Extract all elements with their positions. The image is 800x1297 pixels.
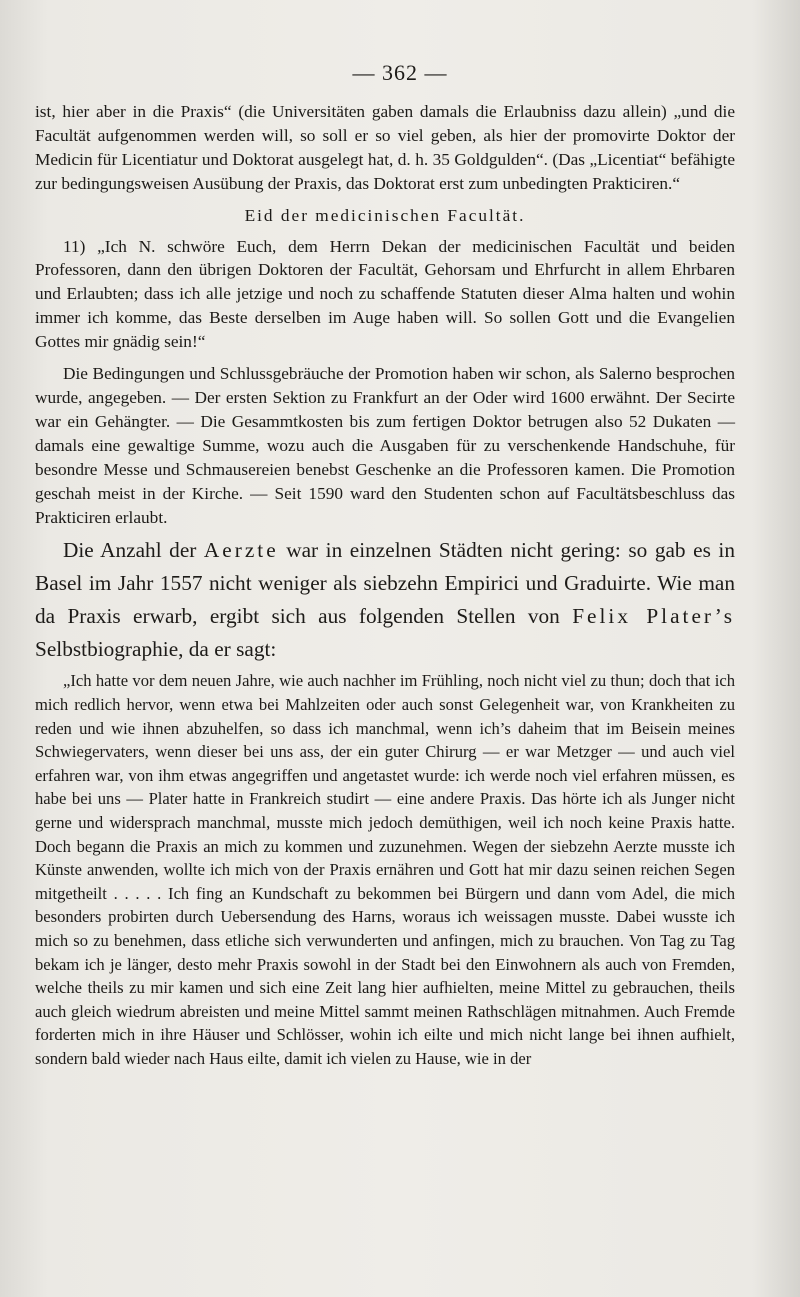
paragraph-oath: 11) „Ich N. schwöre Euch, dem Herrn Dekan der medicinischen Facultät und beiden Professoren, dann den übrigen Doktoren der Facultät, Gehorsam und Ehrfurcht in allem Ehrbaren und Erlaubten; dass ich alle jetzige und noch zu schaffende Statuten dieser Alma halten und wohin immer ich komme, das Beste derselben im Auge haben will. So sollen Gott und die Evangelien Gottes mir gnädig sein!“ [35, 236, 735, 352]
section-heading: Eid der medicinischen Facultät. [244, 205, 526, 225]
paragraph-promotion: Die Bedingungen und Schlussgebräuche der Promotion haben wir schon, als Salerno besprochen wurde, angegeben. — Der ersten Sektion zu Frankfurt an der Oder wird 1600 erwähnt. Der Secirte war ein Gehängter. — Die Gesammtkosten bis zum fertigen Doktor betrugen also 52 Dukaten — damals eine gewaltige Summe, wozu auch die Ausgaben für zu verschenkende Handschuhe, für besondre Messe und Schmausereien benebst Geschenke an die Professoren kamen. Die Promotion geschah meist in der Kirche. — Seit 1590 ward den Studenten schon auf Facultätsbeschluss das Prakticiren erlaubt. [35, 364, 735, 527]
page-number: — 362 — [352, 60, 448, 85]
paragraph-plater-quote: „Ich hatte vor dem neuen Jahre, wie auch nachher im Frühling, noch nicht viel zu thun; doch that ich mich redlich hervor, wenn etwa bei Mahlzeiten oder auch sonst Gelegenheit war, von Krankheiten zu reden und wie ihnen abzuhelfen, so dass ich manchmal, wenn ich’s daheim that im Beisein meines Schwiegervaters, wenn dieser bei uns ass, der ein guter Chirurg — er war Metzger — und auch viel erfahren war, von ihm etwas angegriffen und angetastet wurde: ich werde noch viel erfahren müssen, es habe bei uns — Plater hatte in Frankreich studirt — eine andere Praxis. Das hörte ich als Junger nicht gerne und widersprach manchmal, musste mich jedoch demüthigen, weil ich noch keine Praxis hatte. Doch begann die Praxis an mich zu kommen und zuzunehmen. Wegen der siebzehn Aerzte musste ich Künste anwenden, wollte ich mich von der Praxis ernähren und Gott hat mir dazu seinen reichen Segen mitgetheilt . . . . . Ich fing an Kundschaft zu bekommen bei Bürgern und dann vom Adel, die mich besonders probirten durch Uebersendung des Harns, woraus ich weissagen musste. Dabei wusste ich mich so zu benehmen, dass etliche sich verwunderten und anfingen, mich zu brauchen. Von Tag zu Tag bekam ich je länger, desto mehr Praxis sowohl in der Stadt bei den Einwohnern als auch von Fremden, welche theils zu mir kamen und sich eine Zeit lang hier aufhielten, meine Mittel zu gebrauchen, theils auch gleich wiedrum abreisten und meine Mittel sammt meinen Rathschlägen mitnahmen. Auch Fremde forderten mich in ihre Häuser und Schlösser, wohin ich eilte und mich nicht lange bei ihnen aufhielt, sondern bald wieder nach Haus eilte, damit ich vielen zu Hause, wie in der [35, 671, 735, 1068]
emphasis-felix-plater: Felix Plater’s [572, 604, 735, 629]
paragraph-physicians-text-2: war in einzelnen Städten nicht gering: so gab es in Basel im Jahr 1557 nicht weniger als siebzehn Empirici und Graduirte. Wie man da Praxis erwarb, ergibt sich aus folgenden Stellen von [35, 538, 735, 629]
emphasis-aerzte: Aerzte [203, 538, 279, 563]
paragraph-physicians-text-1: Die Anzahl der [63, 538, 204, 563]
paragraph-physicians [35, 534, 735, 666]
page-body [35, 100, 735, 1071]
paragraph-physicians-text-3: Selbstbiographie, da er sagt: [35, 637, 277, 662]
paragraph-continuation: ist, hier aber in die Praxis“ (die Universitäten gaben damals die Erlaubniss dazu allein) „und die Facultät aufgenommen werden will, so soll er so viel geben, als hier der promovirte Doktor der Medicin für Licentiatur und Doktorat ausgelegt hat, d. h. 35 Goldgulden“. (Das „Licentiat“ befähigte zur bedingungsweisen Ausübung der Praxis, das Doktorat erst zum unbedingten Prakticiren.“ [35, 102, 735, 193]
